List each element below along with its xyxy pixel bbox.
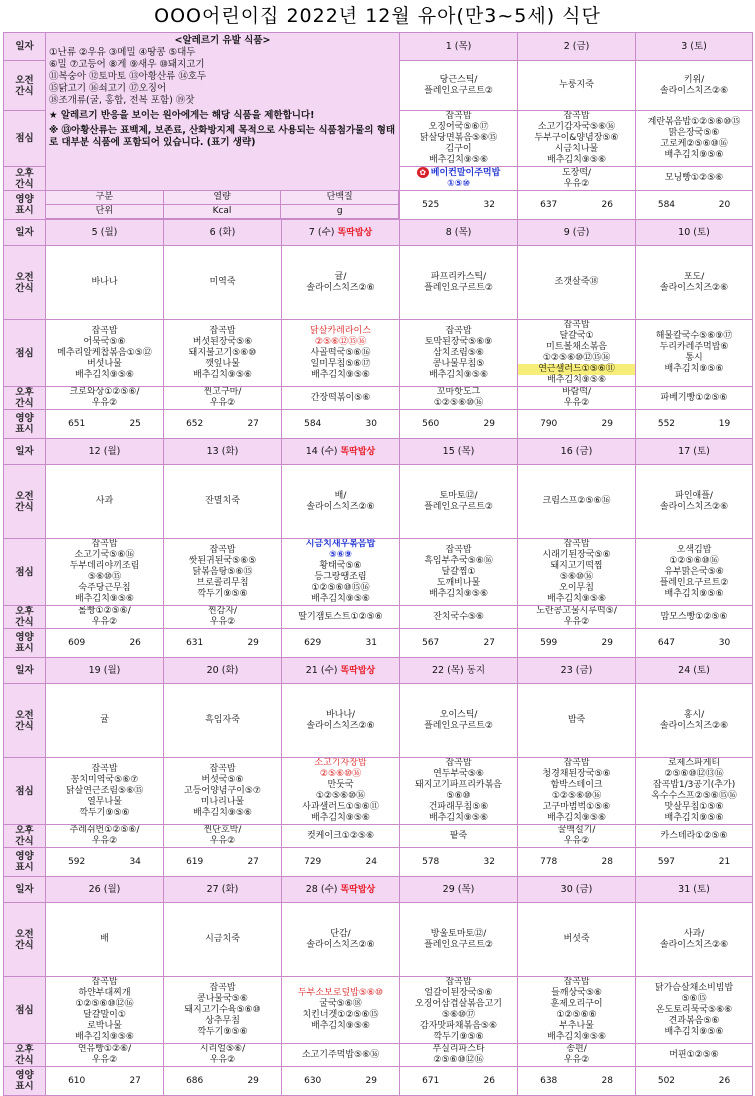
protein-value: 34 (129, 856, 141, 867)
kcal-value: 599 (540, 637, 558, 648)
pm-snack: ✿ 베이컨말이주먹밥 ①⑤⑩ (400, 167, 518, 191)
label-am-snack: 오전 간식 (4, 903, 46, 977)
label-date: 일자 (4, 33, 46, 61)
protein-value: 29 (601, 637, 613, 648)
nutrition-values (164, 1067, 282, 1096)
lunch-menu: 잡곡밥 시래기된장국⑤⑥ 돼지고기떡찜 ⑤⑥⑩⑯ 오이무침 배추김치⑨⑤⑥ (518, 539, 636, 606)
day-header: 15 (목) (400, 439, 518, 465)
allergy-line: ⑱조개류(굴, 홍합, 전복 포함) ⑲잣 (49, 95, 195, 106)
lunch-menu: 계란볶음밥①②⑤⑥⑩⑮ 맑은장국⑤⑥ 고로케②⑤⑥⑩⑯ 배추김치⑨⑤⑥ (636, 111, 753, 167)
label-am-snack: 오전 간식 (4, 684, 46, 758)
day-header: 14 (수) 똑딱밥상 (282, 439, 400, 465)
label-pm-snack: 오후 간식 (4, 1044, 46, 1067)
kcal-value: 619 (186, 856, 204, 867)
lunch-menu: 잡곡밥 쌋된귀된국⑤⑥⑤ 닭볶음탕⑤⑥⑮ 브로콜리무침 깍두기⑨⑤⑥ (164, 539, 282, 606)
nutrition-values (400, 191, 518, 220)
nutrition-values (46, 848, 164, 877)
day-header: 8 (목) (400, 220, 518, 246)
day-header: 7 (수) 똑딱밥상 (282, 220, 400, 246)
am-snack: 단감/ 솔라이스치즈②⑥ (282, 903, 400, 977)
pm-snack: 꼬마핫도그 ①②⑤⑥⑩⑯ (400, 387, 518, 410)
label-lunch: 점심 (4, 320, 46, 387)
kcal-value: 584 (304, 418, 322, 429)
special-badge-icon: ✿ (417, 167, 429, 178)
allergy-notice (46, 33, 400, 191)
day-header: 9 (금) (518, 220, 636, 246)
lunch-menu: 잡곡밥 소고기국⑤⑥⑯ 두부데리야끼조림 ⑤⑥⑩⑮ 숙주당근무침 배추김치⑨⑤⑥ (46, 539, 164, 606)
lunch-menu: 오색김밥 ①②⑤⑥⑩⑯ 유부맑은국⑤⑥ 플레인요구르트② 배추김치⑨⑤⑥ (636, 539, 753, 606)
protein-value: 24 (365, 856, 377, 867)
day-header: 24 (토) (636, 658, 753, 684)
label-pm-snack: 오후 간식 (4, 825, 46, 848)
lunch-menu: 잡곡밥 청경채된장국⑤⑥ 함박스테이크 ①②⑤⑥⑩⑯ 고구마범벅①⑤⑥ 배추김치⑨⑤⑥ (518, 758, 636, 825)
label-nutrition: 영양 표시 (4, 191, 46, 220)
pm-snack: 컷케이크①②⑤⑥ (282, 825, 400, 848)
pm-snack: 송편/ 우유② (518, 1044, 636, 1067)
nutrition-values (518, 1067, 636, 1096)
allergy-line: ⑪복숭아 ⑫토마토 ⑬아황산류 ⑭호두 (49, 71, 207, 82)
allergy-line: ★ 알레르기 반응을 보이는 원아에게는 해당 식품을 제한합니다! (49, 110, 315, 121)
kcal-value: 592 (68, 856, 86, 867)
pm-snack: 연유빵①②⑥/ 우유② (46, 1044, 164, 1067)
lunch-menu: 잡곡밥 꽁치미역국⑤⑥⑦ 닭살연근조림⑤⑥⑮ 열무나물 깍두기⑨⑤⑥ (46, 758, 164, 825)
pm-snack: 모닝빵①②⑤⑥ (636, 167, 753, 191)
special-meal-tag: 똑딱밥상 (340, 884, 376, 895)
day-header: 5 (월) (46, 220, 164, 246)
pm-snack: 추레쉬번①②⑤⑥/ 우유② (46, 825, 164, 848)
am-snack: 조갯살죽⑱ (518, 246, 636, 320)
lunch-menu: 잡곡밥 달걀국① 미트볼채소볶음 ①②⑤⑥⑩⑫⑮⑯ 연근샐러드①⑤⑥⑪ 배추김치⑨⑤⑥ (518, 320, 636, 387)
label-date: 일자 (4, 658, 46, 684)
day-header: 30 (금) (518, 877, 636, 903)
lunch-menu: 닭살카레라이스 ②⑤⑥⑫⑮⑯ 사골떡국⑤⑥⑯ 일미무침⑤⑥⑰ 배추김치⑨⑤⑥ (282, 320, 400, 387)
nutrition-values (518, 410, 636, 439)
am-snack: 포도/ 솔라이스치즈②⑥ (636, 246, 753, 320)
nutrition-values (46, 629, 164, 658)
pm-snack: 롤빵①②⑤⑥/ 우유② (46, 606, 164, 629)
label-nutrition: 영양 표시 (4, 410, 46, 439)
pm-snack: 잔치국수⑤⑥ (400, 606, 518, 629)
day-header: 1 (목) (400, 33, 518, 61)
kcal-value: 652 (186, 418, 204, 429)
kcal-value: 630 (304, 1075, 322, 1086)
nutrition-values (164, 410, 282, 439)
special-meal-tag: 똑딱밥상 (337, 227, 373, 238)
nutrition-legend-cell: g (281, 205, 399, 219)
protein-value: 25 (129, 418, 141, 429)
pm-snack: 도장떡/ 우유② (518, 167, 636, 191)
nutrition-values (282, 1067, 400, 1096)
am-snack: 사과 (46, 465, 164, 539)
protein-value: 27 (247, 418, 259, 429)
label-pm-snack: 오후 간식 (4, 167, 46, 191)
am-snack: 바나나 (46, 246, 164, 320)
kcal-value: 525 (422, 199, 440, 210)
pm-snack: 카스테라①②⑤⑥ (636, 825, 753, 848)
pm-snack: 맘모스빵①②⑤⑥ (636, 606, 753, 629)
kcal-value: 686 (186, 1075, 204, 1086)
kcal-value: 638 (540, 1075, 558, 1086)
am-snack: 오이스틱/ 플레인요구르트② (400, 684, 518, 758)
day-header: 28 (수) 똑딱밥상 (282, 877, 400, 903)
lunch-menu: 잡곡밥 얼갈이된장국⑤⑥ 오징어삼겹살볶음고기 ⑤⑥⑩⑰ 감자맛파채볶음⑤⑥ 깍두기⑨⑤⑥ (400, 977, 518, 1044)
nutrition-legend-cell: 단위 (46, 205, 164, 219)
pm-snack: 머핀①②⑤⑥ (636, 1044, 753, 1067)
am-snack: 파인애플/ 솔라이스치즈②⑥ (636, 465, 753, 539)
label-am-snack: 오전 간식 (4, 61, 46, 111)
kcal-value: 578 (422, 856, 440, 867)
protein-value: 26 (718, 1075, 731, 1086)
am-snack: 버섯죽 (518, 903, 636, 977)
nutrition-values (518, 848, 636, 877)
kcal-value: 552 (657, 418, 676, 429)
pm-snack: 간장떡볶이⑤⑥ (282, 387, 400, 410)
lunch-menu: 잡곡밥 오징어국⑤⑥⑰ 닭살당면볶음⑤⑥⑮ 김구이 배추김치⑨⑤⑥ (400, 111, 518, 167)
nutrition-values (46, 410, 164, 439)
protein-value: 28 (601, 856, 613, 867)
nutrition-values (282, 629, 400, 658)
allergy-line: ①난류 ②우유 ③메밀 ④땅콩 ⑤대두 (49, 47, 196, 58)
protein-value: 21 (718, 856, 731, 867)
nutrition-values (282, 410, 400, 439)
am-snack: 크림스프②⑤⑥⑯ (518, 465, 636, 539)
am-snack: 배 (46, 903, 164, 977)
lunch-menu: 두부소보로덮밥⑤⑥⑩ 굴국⑤⑥⑱ 치킨너겟①②⑤⑥⑮ 배추김치⑨⑤⑥ (282, 977, 400, 1044)
am-snack: 밤죽 (518, 684, 636, 758)
kcal-value: 647 (657, 637, 676, 648)
protein-value: 29 (601, 418, 613, 429)
pm-snack: 찐고구마/ 우유② (164, 387, 282, 410)
protein-value: 26 (483, 1075, 495, 1086)
am-snack: 시금치죽 (164, 903, 282, 977)
kcal-value: 584 (657, 199, 676, 210)
kcal-value: 560 (422, 418, 440, 429)
protein-value: 27 (483, 637, 495, 648)
day-header: 2 (금) (518, 33, 636, 61)
nutrition-legend-cell: 열량 (164, 191, 282, 205)
protein-value: 29 (365, 1075, 377, 1086)
protein-value: 29 (247, 637, 259, 648)
nutrition-legend-cell: 구분 (46, 191, 164, 205)
label-lunch: 점심 (4, 977, 46, 1044)
kcal-value: 778 (540, 856, 558, 867)
kcal-value: 637 (540, 199, 558, 210)
day-header: 27 (화) (164, 877, 282, 903)
special-meal-tag: 똑딱밥상 (340, 665, 376, 676)
kcal-value: 729 (304, 856, 322, 867)
kcal-value: 651 (68, 418, 86, 429)
day-header: 29 (목) (400, 877, 518, 903)
day-header: 12 (월) (46, 439, 164, 465)
kcal-value: 671 (422, 1075, 440, 1086)
pm-snack: 찐단호박/ 우유② (164, 825, 282, 848)
day-header: 6 (화) (164, 220, 282, 246)
am-snack: 흑임자죽 (164, 684, 282, 758)
label-lunch: 점심 (4, 758, 46, 825)
label-date: 일자 (4, 877, 46, 903)
nutrition-values (636, 410, 753, 439)
pm-snack: 노란콩고물시루떡⑤/ 우유② (518, 606, 636, 629)
day-header: 23 (금) (518, 658, 636, 684)
nutrition-legend (46, 191, 400, 220)
label-am-snack: 오전 간식 (4, 465, 46, 539)
am-snack: 잔멸치죽 (164, 465, 282, 539)
kcal-value: 609 (68, 637, 86, 648)
lunch-menu: 잡곡밥 버섯국⑤⑥ 고등어양념구이⑤⑦ 미나리나물 배추김치⑨⑤⑥ (164, 758, 282, 825)
nutrition-values (400, 410, 518, 439)
kcal-value: 597 (657, 856, 676, 867)
nutrition-values (400, 629, 518, 658)
day-header: 16 (금) (518, 439, 636, 465)
day-header: 10 (토) (636, 220, 753, 246)
nutrition-legend-cell: 단백질 (281, 191, 399, 205)
pm-snack: 꿀백설기/ 우유② (518, 825, 636, 848)
protein-value: 26 (129, 637, 141, 648)
nutrition-values (636, 629, 753, 658)
protein-value: 27 (129, 1075, 141, 1086)
lunch-menu: 잡곡밥 연두부국⑤⑥ 돼지고기파프리카볶음 ⑤⑥⑩ 건파래무침⑤⑥ 배추김치⑨⑤⑥ (400, 758, 518, 825)
lunch-menu: 소고기자장밥 ②⑤⑥⑩⑯ 만둣국 ①②⑤⑥⑩⑯ 사과샐러드①⑤⑥⑪ 배추김치⑨⑤⑥ (282, 758, 400, 825)
protein-value: 30 (365, 418, 377, 429)
day-header: 20 (화) (164, 658, 282, 684)
lunch-menu: 닭가슴살채소비빔밥 ⑤⑥⑮ 온도토리묵국⑤⑥⑥ 견과볶음⑤⑥ 배추김치⑨⑤⑥ (636, 977, 753, 1044)
nutrition-legend-cell: Kcal (164, 205, 282, 219)
page-title: OOO어린이집 2022년 12월 유아(만3~5세) 식단 (154, 5, 601, 27)
nutrition-values (636, 191, 753, 220)
day-header: 17 (토) (636, 439, 753, 465)
label-pm-snack: 오후 간식 (4, 387, 46, 410)
nutrition-values (400, 1067, 518, 1096)
am-snack: 배/ 솔라이스치즈②⑥ (282, 465, 400, 539)
pm-snack: 소고기주먹밥⑤⑥⑯ (282, 1044, 400, 1067)
label-nutrition: 영양 표시 (4, 848, 46, 877)
nutrition-values (636, 848, 753, 877)
kcal-value: 567 (422, 637, 440, 648)
day-header: 21 (수) 똑딱밥상 (282, 658, 400, 684)
day-header: 3 (토) (636, 33, 753, 61)
day-header: 13 (화) (164, 439, 282, 465)
nutrition-values (282, 848, 400, 877)
nutrition-values (518, 191, 636, 220)
protein-value: 26 (601, 199, 613, 210)
protein-value: 32 (483, 856, 495, 867)
label-am-snack: 오전 간식 (4, 246, 46, 320)
label-pm-snack: 오후 간식 (4, 606, 46, 629)
pm-snack: 팥죽 (400, 825, 518, 848)
am-snack: 당근스틱/ 플레인요구르트② (400, 61, 518, 111)
lunch-menu: 잡곡밥 토막된장국⑤⑥⑨ 삼치조림⑤⑥ 콩나물무침⑤ 배추김치⑨⑤⑥ (400, 320, 518, 387)
nutrition-values (46, 1067, 164, 1096)
lunch-menu: 해물칼국수⑤⑥⑨⑰ 두리카레주먹밥⑥ 통시 배추김치⑨⑤⑥ (636, 320, 753, 387)
day-header: 19 (월) (46, 658, 164, 684)
protein-value: 32 (483, 199, 495, 210)
protein-value: 29 (483, 418, 495, 429)
protein-value: 30 (718, 637, 731, 648)
allergy-line: ⑥밀 ⑦고등어 ⑧게 ⑨새우 ⑩돼지고기 (49, 59, 205, 70)
protein-value: 29 (247, 1075, 259, 1086)
meal-plan-table (3, 32, 753, 1096)
allergy-line: ⑮닭고기 ⑯쇠고기 ⑰오징어 (49, 83, 167, 94)
am-snack: 사과/ 솔라이스치즈②⑥ (636, 903, 753, 977)
am-snack: 키위/ 솔라이스치즈②⑥ (636, 61, 753, 111)
day-header: 31 (토) (636, 877, 753, 903)
lunch-menu: 잡곡밥 어묵국⑤⑥ 메추리알케찹볶음①⑤⑫ 버섯나물 배추김치⑨⑤⑥ (46, 320, 164, 387)
am-snack: 귤 (46, 684, 164, 758)
kcal-value: 631 (186, 637, 204, 648)
lunch-menu: 잡곡밥 소고기감자국⑤⑥⑯ 두부구이&양념장⑤⑥ 시금치나물 배추김치⑨⑤⑥ (518, 111, 636, 167)
protein-value: 20 (718, 199, 731, 210)
lunch-menu: 잡곡밥 흑임부추국⑤⑥⑯ 달걀찜① 도깨비나물 배추김치⑨⑤⑥ (400, 539, 518, 606)
nutrition-values (518, 629, 636, 658)
protein-value: 19 (718, 418, 731, 429)
pm-snack: 크로와상①②⑤⑥/ 우유② (46, 387, 164, 410)
label-date: 일자 (4, 439, 46, 465)
protein-value: 31 (365, 637, 377, 648)
am-snack: 바나나/ 솔라이스치즈②⑥ (282, 684, 400, 758)
nutrition-values (164, 848, 282, 877)
label-lunch: 점심 (4, 111, 46, 167)
am-snack: 파프리카스틱/ 플레인요구르트② (400, 246, 518, 320)
pm-snack: 푸실리파스타 ②⑤⑥⑩⑫⑯ (400, 1044, 518, 1067)
label-date: 일자 (4, 220, 46, 246)
am-snack: 미역죽 (164, 246, 282, 320)
pm-snack: 파베기빵①②⑤⑥ (636, 387, 753, 410)
pm-snack: 딸기잼토스트①②⑤⑥ (282, 606, 400, 629)
am-snack: 귤/ 솔라이스치즈②⑥ (282, 246, 400, 320)
am-snack: 홍시/ 솔라이스치즈②⑥ (636, 684, 753, 758)
lunch-menu: 잡곡밥 콩나물국⑤⑥ 돼지고기수육⑤⑥⑩ 상추무침 깍두기⑨⑤⑥ (164, 977, 282, 1044)
lunch-menu: 시금치새우볶음밥 ⑤⑥⑨ 황태국⑤⑥ 등그랑땡조림 ①②⑤⑥⑩⑮⑯ 배추김치⑨⑤⑥ (282, 539, 400, 606)
lunch-menu: 잡곡밥 버섯된장국⑤⑥ 돼지불고기⑤⑥⑩ 깻잎나물 배추김치⑨⑤⑥ (164, 320, 282, 387)
protein-value: 28 (601, 1075, 613, 1086)
kcal-value: 790 (540, 418, 558, 429)
am-snack: 토마토⑫/ 플레인요구르트② (400, 465, 518, 539)
nutrition-values (164, 629, 282, 658)
allergy-line: ※ ⑬아황산류는 표백제, 보존료, 산화방지제 목적으로 사용되는 식품첨가물의 형태로 대부분 식품에 포함되어 있습니다. (표기 생략) (49, 125, 396, 148)
kcal-value: 502 (657, 1075, 676, 1086)
am-snack: 방울토마토⑫/ 플레인요구르트② (400, 903, 518, 977)
kcal-value: 610 (68, 1075, 86, 1086)
label-nutrition: 영양 표시 (4, 629, 46, 658)
pm-snack: 찐감자/ 우유② (164, 606, 282, 629)
lunch-menu: 로제스파게티 ②⑤⑥⑩⑫⑬⑯ 잡곡밥1/3공기(추가) 옥수수스프②⑤⑥⑮⑯ 맛살무침①⑤⑥ 배추김치⑨⑤⑥ (636, 758, 753, 825)
lunch-menu: 잡곡밥 들깨상국⑤⑥ 훈제오리구이 ①②⑤⑥⑥ 부추나물 배추김치⑨⑤⑥ (518, 977, 636, 1044)
label-nutrition: 영양 표시 (4, 1067, 46, 1096)
allergy-title: <알레르기 유발 식품> (174, 35, 271, 46)
nutrition-values (636, 1067, 753, 1096)
day-header: 26 (월) (46, 877, 164, 903)
protein-value: 27 (247, 856, 259, 867)
nutrition-values (400, 848, 518, 877)
pm-snack: 시리얼⑤⑥/ 우유② (164, 1044, 282, 1067)
day-header: 22 (목) 동지 (400, 658, 518, 684)
label-lunch: 점심 (4, 539, 46, 606)
kcal-value: 629 (304, 637, 322, 648)
pm-snack: 바람떡/ 우유② (518, 387, 636, 410)
special-meal-tag: 똑딱밥상 (340, 446, 376, 457)
lunch-menu: 잡곡밥 하얀부대찌개 ①②⑤⑥⑩⑫⑯ 달걀말이① 로박나물 배추김치⑨⑤⑥ (46, 977, 164, 1044)
am-snack: 누룽지죽 (518, 61, 636, 111)
